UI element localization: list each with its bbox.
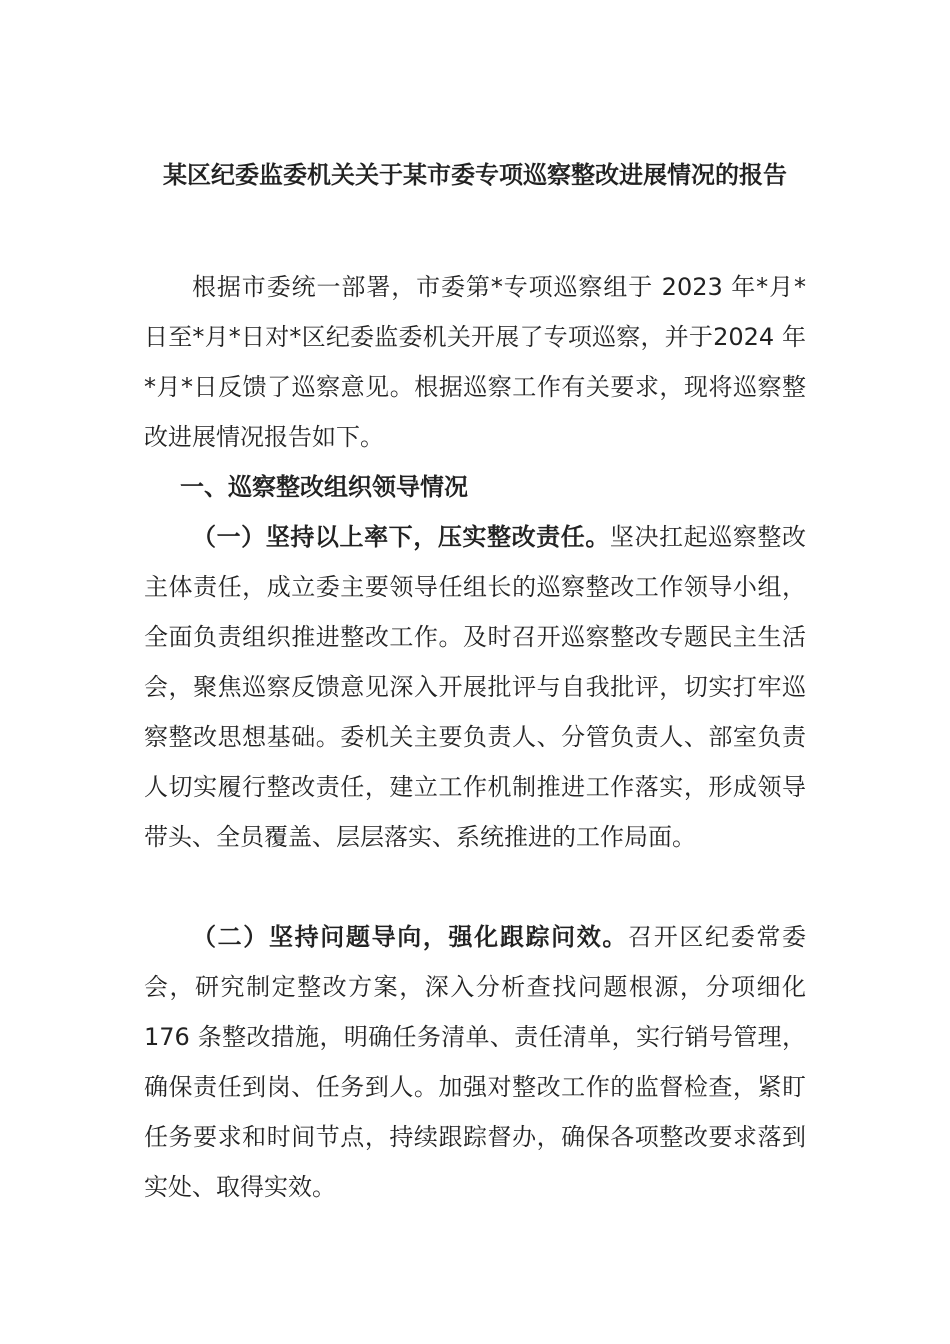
document-page (144, 0, 806, 1344)
item-1-lead: （一）坚持以上率下，压实整改责任。 (192, 523, 610, 551)
intro-paragraph: 根据市委统一部署，市委第*专项巡察组于 2023 年*月*日至*月*日对*区纪委监委机关开展了专项巡察，并于2024 年*月*日反馈了巡察意见。根据巡察工作有关要求，现将巡察整改进展情况报告如下。 (144, 273, 806, 451)
document-title: 某区纪委监委机关关于某市委专项巡察整改进展情况的报告 (163, 161, 787, 189)
item-2-lead: （二）坚持问题导向，强化跟踪问效。 (192, 923, 629, 951)
item-2-body: 召开区纪委常委会，研究制定整改方案，深入分析查找问题根源，分项细化 176 条整改措施，明确任务清单、责任清单，实行销号管理，确保责任到岗、任务到人。加强对整改工作的监督检查，紧盯任务要求和时间节点，持续跟踪督办，确保各项整改要求落到实处、取得实效。 (144, 923, 807, 1201)
item-1-body: 坚决扛起巡察整改主体责任，成立委主要领导任组长的巡察整改工作领导小组，全面负责组织推进整改工作。及时召开巡察整改专题民主生活会，聚焦巡察反馈意见深入开展批评与自我批评，切实打牢巡察整改思想基础。委机关主要负责人、分管负责人、部室负责人切实履行整改责任，建立工作机制推进工作落实，形成领导带头、全员覆盖、层层落实、系统推进的工作局面。 (144, 523, 807, 851)
item-1-paragraph (144, 512, 806, 862)
item-2-paragraph (144, 912, 806, 1212)
section-heading: 一、巡察整改组织领导情况 (180, 473, 468, 501)
